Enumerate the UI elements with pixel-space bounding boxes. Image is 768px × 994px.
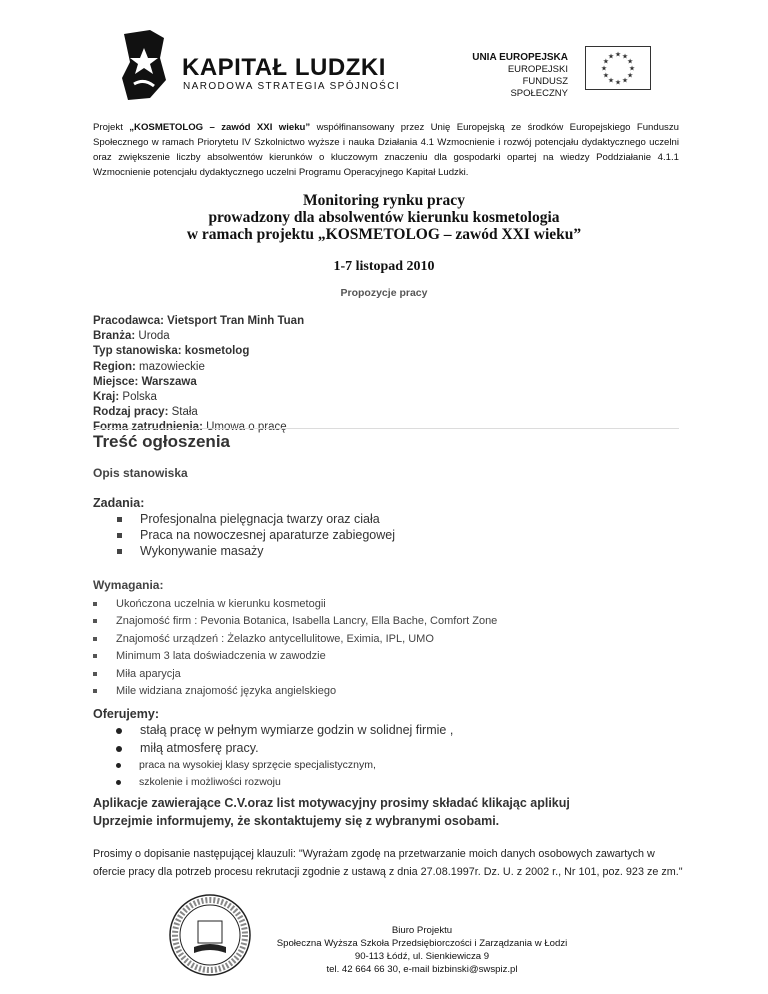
apply-line-1: Aplikacje zawierające C.V.oraz list motywacyjny prosimy składać klikając aplikuj	[93, 796, 570, 810]
square-bullet-icon	[93, 689, 97, 693]
apply-note	[93, 795, 570, 830]
industry-label: Branża:	[93, 330, 136, 343]
job-description-heading: Opis stanowiska	[93, 466, 188, 480]
square-bullet-icon	[93, 602, 97, 606]
offer-text: szkolenie i możliwości rozwoju	[139, 776, 281, 788]
content-heading: Treść ogłoszenia	[93, 432, 230, 451]
round-bullet-icon	[116, 780, 121, 785]
requirement-text: Znajomość firm : Pevonia Botanica, Isabella Lancry, Ella Bache, Comfort Zone	[116, 615, 498, 628]
task-text: Wykonywanie masaży	[140, 544, 264, 558]
requirement-text: Znajomość urządzeń : Żelazko antycellulitowe, Eximia, IPL, UMO	[116, 632, 434, 645]
requirement-text: Ukończona uczelnia w kierunku kosmetogii	[116, 598, 326, 610]
school-seal-icon	[168, 893, 252, 977]
list-item	[117, 511, 395, 527]
apply-line-2: Uprzejmie informujemy, że skontaktujemy się z wybranymi osobami.	[93, 813, 500, 828]
eu-star-icon: ★	[607, 77, 615, 85]
region-value: mazowieckie	[135, 360, 205, 373]
tasks-heading: Zadania:	[93, 496, 145, 510]
eu-star-icon: ★	[614, 51, 622, 59]
list-item	[93, 613, 497, 630]
list-item	[116, 757, 453, 774]
square-bullet-icon	[93, 619, 97, 623]
project-office-footer	[252, 924, 592, 976]
requirements-heading: Wymagania:	[93, 578, 164, 592]
eu-star-icon: ★	[626, 72, 634, 80]
work-type	[93, 405, 304, 420]
work-type-value: Stała	[168, 406, 198, 419]
list-item	[116, 740, 453, 758]
employer: Pracodawca: Vietsport Tran Minh Tuan	[93, 315, 305, 327]
eu-star-icon: ★	[614, 79, 622, 87]
eu-star-icon: ★	[602, 72, 610, 80]
offer-text: praca na wysokiej klasy sprzęcie specjalistycznym,	[139, 759, 376, 771]
eu-flag-icon	[585, 46, 651, 90]
requirement-text: Mile widziana znajomość języka angielskiego	[116, 685, 337, 698]
list-item	[117, 543, 395, 559]
work-type-label: Rodzaj pracy:	[93, 406, 169, 419]
offer-text: miłą atmosferę pracy.	[140, 740, 259, 755]
square-bullet-icon	[93, 672, 97, 676]
task-text: Profesjonalna pielęgnacja twarzy oraz ciała	[140, 512, 380, 526]
task-text: Praca na nowoczesnej aparaturze zabiegowej	[140, 528, 396, 542]
requirements-list	[93, 596, 497, 700]
square-bullet-icon	[117, 533, 122, 538]
region-label: Region:	[93, 360, 136, 373]
requirement-text: Minimum 3 lata doświadczenia w zawodzie	[116, 650, 326, 663]
eu-line-1: UNIA EUROPEJSKA	[472, 52, 568, 63]
intro-text: współfinansowany przez Unię Europejską ze środków Europejskiego Funduszu Społecznego w ramach Priorytetu IV Szkolnictwo wyższe i nauka Działania 4.1 Wzmocnienie i rozwój potencjału dydaktycznego uczelni oraz zwiększenie liczby absolwentów kierunków o kluczowym znaczeniu dla gospodarki opartej na wiedzy Poddziałanie 4.1.1 Wzmocnienie potencjału dydaktycznego uczelni Programu Operacyjnego Kapitał Ludzki.	[93, 122, 679, 178]
eu-star-icon: ★	[621, 53, 629, 61]
requirement-text: Miła aparycja	[116, 667, 181, 680]
eu-star-icon: ★	[602, 58, 610, 66]
tasks-list	[117, 511, 395, 559]
list-item	[116, 774, 453, 791]
position: Typ stanowiska: kosmetolog	[93, 345, 250, 358]
project-name: „KOSMETOLOG – zawód XXI wieku”	[129, 122, 311, 133]
project-intro	[93, 120, 679, 180]
list-item	[116, 722, 453, 740]
title-line-2: prowadzony dla absolwentów kierunku kosmetologia	[208, 209, 560, 226]
offer-text: stałą pracę w pełnym wymiarze godzin w solidnej firmie ,	[140, 723, 454, 737]
square-bullet-icon	[93, 637, 97, 641]
country-label: Kraj:	[93, 391, 120, 404]
footer-line-2: Społeczna Wyższa Szkoła Przedsiębiorczości i Zarządzania w Łodzi	[276, 938, 568, 949]
footer-line-3: 90-113 Łódź, ul. Sienkiewicza 9	[354, 951, 490, 962]
region	[93, 360, 304, 375]
round-bullet-icon	[116, 728, 122, 734]
eu-star-icon: ★	[628, 65, 636, 73]
round-bullet-icon	[116, 746, 122, 752]
date-range: 1-7 listopad 2010	[333, 259, 435, 274]
square-bullet-icon	[117, 549, 122, 554]
square-bullet-icon	[93, 654, 97, 658]
industry-value: Uroda	[135, 330, 170, 343]
industry	[93, 329, 304, 344]
eu-star-icon: ★	[600, 65, 608, 73]
eu-star-icon: ★	[621, 77, 629, 85]
logo-subtitle: NARODOWA STRATEGIA SPÓJNOŚCI	[183, 81, 401, 92]
square-bullet-icon	[117, 517, 122, 522]
logo-title: KAPITAŁ LUDZKI	[182, 54, 386, 81]
round-bullet-icon	[116, 763, 121, 768]
list-item	[93, 648, 497, 665]
intro-prefix: Projekt	[93, 122, 130, 133]
kapital-ludzki-logo-icon	[120, 28, 168, 102]
title-line-3: w ramach projektu „KOSMETOLOG – zawód XXI wieku”	[186, 226, 582, 243]
title-line-1: Monitoring rynku pracy	[303, 192, 465, 209]
offer-heading: Oferujemy:	[93, 707, 159, 721]
job-details	[93, 314, 304, 436]
offers-label: Propozycje pracy	[340, 287, 428, 299]
list-item	[93, 683, 497, 700]
offer-list	[116, 722, 453, 791]
footer-line-4: tel. 42 664 66 30, e-mail bizbinski@swspiz.pl	[326, 964, 518, 975]
eu-label	[470, 52, 568, 100]
place: Miejsce: Warszawa	[93, 375, 197, 388]
list-item	[93, 631, 497, 648]
consent-clause: Prosimy o dopisanie następującej klauzuli: "Wyrażam zgodę na przetwarzanie moich danych osobowych zawartych w ofercie pracy dla potrzeb procesu rekrutacji zgodnie z ustawą z dnia 27.08.1997r. Dz. U. z 2002 r., Nr 101, poz. 923 ze zm."	[93, 848, 683, 878]
eu-line-2: EUROPEJSKI	[507, 64, 568, 75]
list-item	[93, 596, 497, 613]
document-title	[60, 192, 708, 243]
eu-star-icon: ★	[607, 53, 615, 61]
country	[93, 390, 304, 405]
eu-line-3: FUNDUSZ SPOŁECZNY	[510, 76, 568, 99]
footer-line-1: Biuro Projektu	[391, 925, 453, 936]
list-item	[93, 666, 497, 683]
list-item	[117, 527, 395, 543]
country-value: Polska	[119, 391, 157, 404]
eu-star-icon: ★	[626, 58, 634, 66]
divider	[93, 428, 679, 429]
